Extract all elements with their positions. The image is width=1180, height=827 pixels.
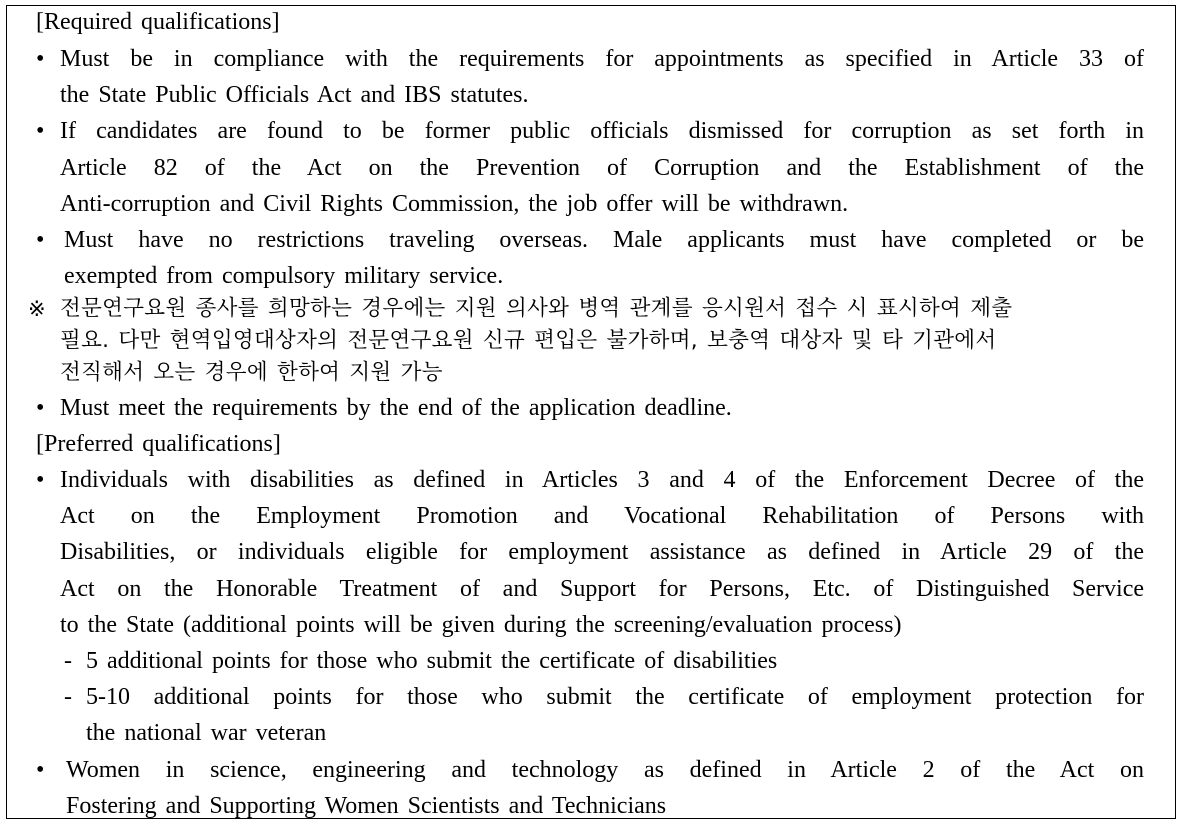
- required-item-3-line-2: exempted from compulsory military service.: [64, 263, 504, 289]
- preferred-item-1-line-3: Disabilities, or individuals eligible for employment assistance as defined in Article 29 of the: [60, 539, 1144, 565]
- korean-note-line-1: 전문연구요원 종사를 희망하는 경우에는 지원 의사와 병역 관계를 응시원서 접수 시 표시하여 제출: [60, 296, 1013, 321]
- dash-marker: -: [64, 648, 72, 674]
- korean-note-line-2: 필요. 다만 현역입영대상자의 전문연구요원 신규 편입은 불가하며, 보충역 대상자 및 타 기관에서: [60, 328, 997, 353]
- subitem-2-line-1: 5-10 additional points for those who submit the certificate of employment protection for: [86, 684, 1144, 710]
- reference-mark-icon: ※: [28, 297, 46, 321]
- preferred-item-2-line-1: Women in science, engineering and technology as defined in Article 2 of the Act on: [66, 757, 1144, 783]
- subitem-1-line-1: 5 additional points for those who submit the certificate of disabilities: [86, 648, 778, 674]
- deadline-item: Must meet the requirements by the end of the application deadline.: [60, 395, 732, 421]
- required-item-1-line-1: Must be in compliance with the requirements for appointments as specified in Article 33 of: [60, 46, 1144, 72]
- preferred-item-1-line-5: to the State (additional points will be given during the screening/evaluation process): [60, 612, 902, 638]
- bullet: •: [36, 46, 45, 72]
- required-item-2-line-3: Anti-corruption and Civil Rights Commission, the job offer will be withdrawn.: [60, 191, 849, 217]
- dash-marker: -: [64, 684, 72, 710]
- required-item-3-line-1: Must have no restrictions traveling overseas. Male applicants must have completed or be: [64, 227, 1144, 253]
- bullet: •: [36, 118, 45, 144]
- korean-note-line-3: 전직해서 오는 경우에 한하여 지원 가능: [60, 360, 443, 385]
- preferred-qualifications-heading: [Preferred qualifications]: [36, 431, 281, 457]
- subitem-2-line-2: the national war veteran: [86, 720, 327, 746]
- bullet: •: [36, 757, 45, 783]
- required-item-1-line-2: the State Public Officials Act and IBS statutes.: [60, 82, 529, 108]
- preferred-item-1-line-1: Individuals with disabilities as defined in Articles 3 and 4 of the Enforcement Decree of the: [60, 467, 1144, 493]
- bullet: •: [36, 467, 45, 493]
- required-item-2-line-2: Article 82 of the Act on the Prevention of Corruption and the Establishment of the: [60, 155, 1144, 181]
- preferred-item-1-line-4: Act on the Honorable Treatment of and Support for Persons, Etc. of Distinguished Service: [60, 576, 1144, 602]
- required-item-2-line-1: If candidates are found to be former public officials dismissed for corruption as set forth in: [60, 118, 1144, 144]
- bullet: •: [36, 395, 45, 421]
- bullet: •: [36, 227, 45, 253]
- preferred-item-2-line-2: Fostering and Supporting Women Scientists and Technicians: [66, 793, 667, 819]
- preferred-item-1-line-2: Act on the Employment Promotion and Vocational Rehabilitation of Persons with: [60, 503, 1144, 529]
- required-qualifications-heading: [Required qualifications]: [36, 9, 280, 35]
